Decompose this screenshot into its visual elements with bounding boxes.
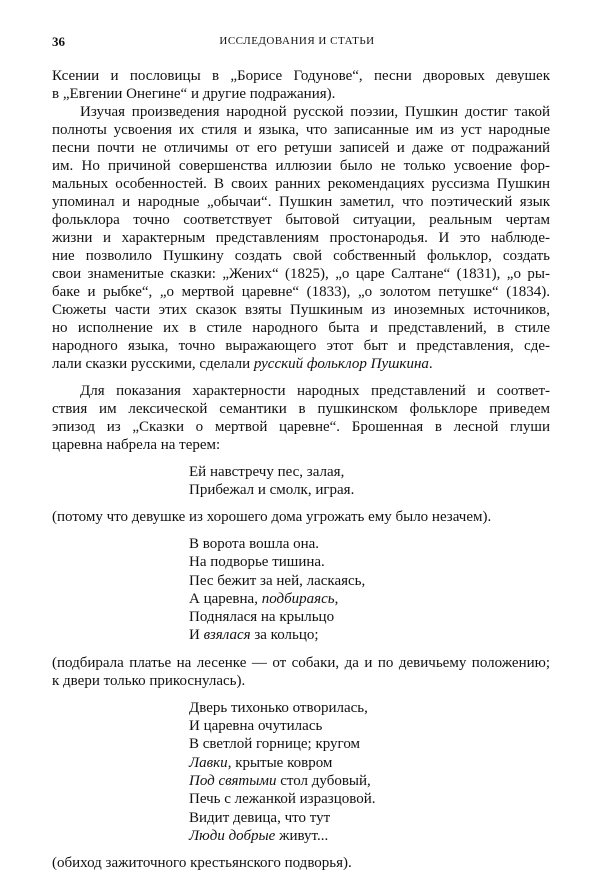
poem-excerpt-3	[52, 699, 550, 845]
text-line: упоминал и народные „обычаи“. Пушкин заметил, что поэтический язык	[52, 194, 550, 210]
page-number: 36	[52, 34, 65, 49]
text-line: жизни и характерным представлениям простонародья. И это наблюде-	[52, 230, 550, 246]
paragraph-3	[52, 382, 550, 454]
verse-line: Поднялася на крыльцо	[189, 609, 335, 626]
verse-line: Ей навстречу пес, залая,	[189, 464, 345, 480]
text-line: полноты усвоения их стиля и языка, что записанные им из уст народные	[52, 122, 550, 138]
text-line: народного языка, точно выражающего этот быт и представления, сде-	[52, 338, 550, 354]
verse-line: На подворье тишина.	[189, 554, 325, 571]
text-run: , крытые ковром	[227, 754, 333, 771]
poem-excerpt-1	[52, 463, 550, 499]
text-run: за кольцо;	[250, 627, 319, 644]
verse-line: Печь с лежанкой изразцовой.	[189, 791, 376, 808]
comment-line: к двери только прикоснулась).	[52, 672, 246, 689]
text-line	[52, 355, 550, 373]
verse-line: В светлой горнице; кругом	[189, 736, 361, 753]
paragraph-1	[52, 67, 550, 103]
comment-line: (подбирала платье на лесенке — от собаки, да и по девичьему положению;	[52, 654, 550, 671]
verse-line: Прибежал и смолк, играя.	[189, 482, 355, 498]
verse-line	[189, 827, 550, 845]
text-line: мальных особенностей. В своих ранних рекомендациях руссизма Пушкин	[52, 176, 550, 192]
italic-emphasis: подбираясь	[261, 590, 335, 607]
verse-line	[189, 590, 550, 608]
text-line: ствия им лексической семантики в пушкинском фольклоре приведем	[52, 401, 550, 417]
page-body	[52, 67, 550, 872]
italic-emphasis: Под святыми	[189, 772, 277, 789]
italic-emphasis: Лавки	[189, 754, 228, 771]
verse-line: Пес бежит за ней, ласкаясь,	[189, 572, 366, 589]
text-line: фольклора точно соответствует бытовой ситуации, реальным чертам	[52, 212, 550, 228]
text-line: Для показания характерности народных представлений и соответ-	[80, 383, 550, 399]
page-header	[52, 34, 542, 50]
text-run: живут...	[275, 827, 329, 844]
verse-line: Дверь тихонько отворилась,	[189, 699, 368, 716]
verse-line: Видит девица, что тут	[189, 809, 331, 826]
text-line: свои знаменитые сказки: „Жених“ (1825), „о царе Салтане“ (1831), „о ры-	[52, 266, 550, 282]
verse-line: В ворота вошла она.	[189, 536, 320, 552]
text-run: ,	[334, 590, 339, 607]
text-line: песни почти не отличимы от его ретуши записей и даже от подражаний	[52, 140, 550, 156]
text-line: в „Евгении Онегине“ и другие подражания).	[52, 86, 336, 102]
verse-line: И царевна очутилась	[189, 718, 323, 735]
text-run: .	[428, 356, 433, 372]
italic-emphasis: русский фольклор Пушкина	[253, 356, 429, 372]
text-run: А царевна,	[189, 590, 262, 607]
verse-line	[189, 754, 550, 772]
text-run: лали сказки русскими, сделали	[52, 356, 254, 372]
text-run: И	[189, 627, 204, 644]
text-line: баке и рыбке“, „о мертвой царевне“ (1833), „о золотом петушке“ (1834).	[52, 284, 550, 300]
text-run: стол дубовый,	[276, 772, 371, 789]
italic-emphasis: Люди добрые	[189, 827, 276, 844]
comment-line: (обиход зажиточного крестьянского подворья).	[52, 855, 352, 872]
paragraph-2	[52, 103, 550, 373]
verse-line	[189, 626, 550, 644]
poem-excerpt-2	[52, 535, 550, 645]
text-line: ние позволило Пушкину создать свой собственный фольклор, создать	[52, 248, 550, 264]
text-line: Изучая произведения народной русской поэзии, Пушкин достиг такой	[80, 104, 550, 120]
italic-emphasis: взялася	[203, 627, 251, 644]
text-line: эпизод из „Сказки о мертвой царевне“. Брошенная в лесной глуши	[52, 419, 550, 435]
running-title: ИССЛЕДОВАНИЯ И СТАТЬИ	[219, 35, 375, 47]
comment-2	[52, 654, 550, 690]
text-line: но исполнение их в стиле народного быта и представлений, в стиле	[52, 320, 550, 336]
verse-line	[189, 772, 550, 790]
text-line: царевна набрела на терем:	[52, 437, 221, 453]
comment-line: (потому что девушке из хорошего дома угрожать ему было незачем).	[52, 509, 492, 525]
text-line: Ксении и пословицы в „Борисе Годунове“, песни дворовых девушек	[52, 68, 550, 84]
text-line: Сюжеты части этих сказок взяты Пушкиным из иноземных источников,	[52, 302, 550, 318]
text-line: им. Но причиной совершенства иллюзии было не только усвоение фор-	[52, 158, 550, 174]
